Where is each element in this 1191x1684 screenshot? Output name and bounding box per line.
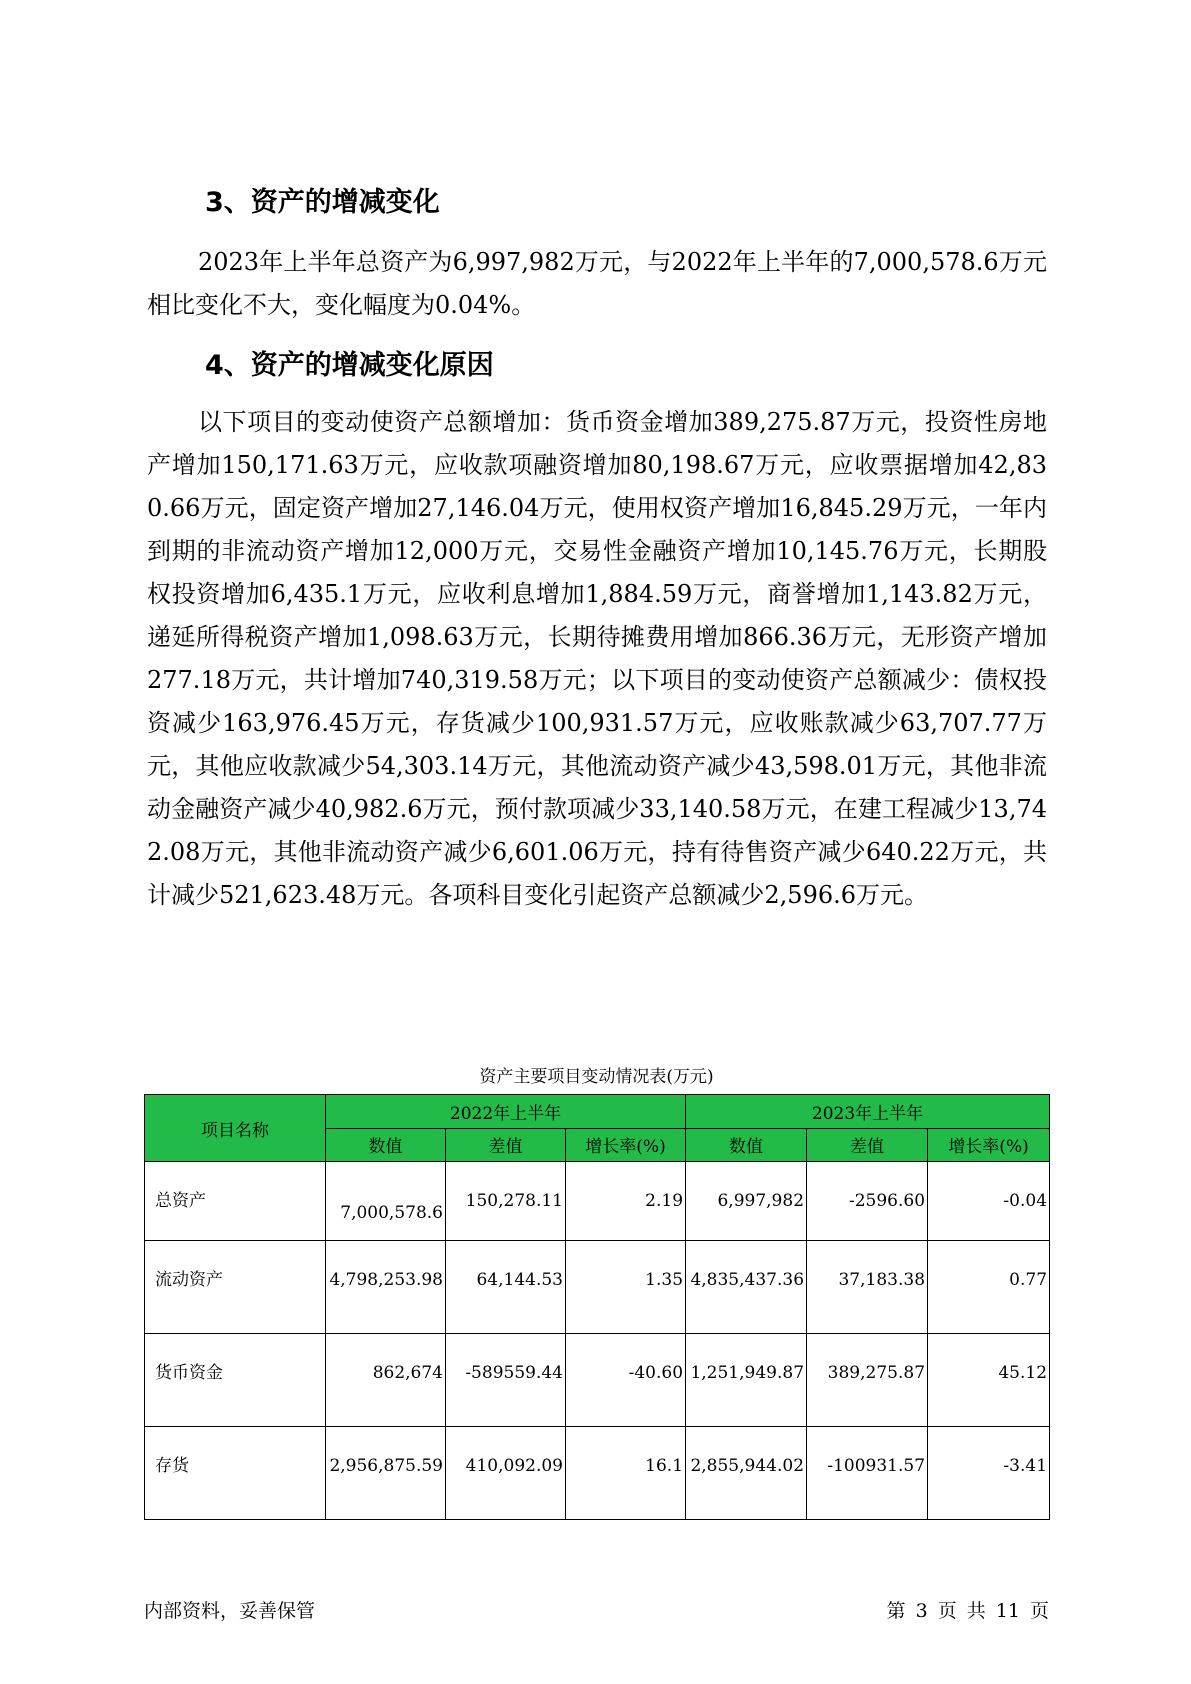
cell-diff-2022: 410,092.09 [446,1427,566,1520]
table-row [145,1162,1050,1241]
header-period-2023: 2023年上半年 [686,1095,1050,1129]
header-diff-2022: 差值 [446,1128,566,1162]
section-4-paragraph: 以下项目的变动使资产总额增加：货币资金增加389,275.87万元，投资性房地产增加150,171.63万元，应收款项融资增加80,198.67万元，应收票据增加42,830.66万元，固定资产增加27,146.04万元，使用权资产增加16,845.29万元，一年内到期的非流动资产增加12,000万元，交易性金融资产增加10,145.76万元，长期股权投资增加6,435.1万元，应收利息增加1,884.59万元，商誉增加1,143.82万元，递延所得税资产增加1,098.63万元，长期待摊费用增加866.36万元，无形资产增加277.18万元，共计增加740,319.58万元；以下项目的变动使资产总额减少：债权投资减少163,976.45万元，存货减少100,931.57万元，应收账款减少63,707.77万元，其他应收款减少54,303.14万元，其他流动资产减少43,598.01万元，其他非流动金融资产减少40,982.6万元，预付款项减少33,140.58万元，在建工程减少13,742.08万元，其他非流动资产减少6,601.06万元，持有待售资产减少640.22万元，共计减少521,623.48万元。各项科目变化引起资产总额减少2,596.6万元。 [147,408,1047,909]
cell-diff-2022: -589559.44 [446,1334,566,1427]
cell-rate-2023: -3.41 [928,1427,1050,1520]
cell-rate-2022: 1.35 [566,1241,686,1334]
cell-value-2023: 2,855,944.02 [686,1427,807,1520]
cell-value-2022: 2,956,875.59 [326,1427,446,1520]
section-4-heading: 4、资产的增减变化原因 [205,350,494,381]
section-3-heading: 3、资产的增减变化 [205,187,440,218]
cell-rate-2022: -40.60 [566,1334,686,1427]
cell-rate-2022: 16.1 [566,1427,686,1520]
cell-value-2023: 6,997,982 [686,1162,807,1241]
row-name: 流动资产 [145,1241,326,1334]
row-name: 货币资金 [145,1334,326,1427]
table-header-row-1 [145,1095,1050,1129]
row-name: 存货 [145,1427,326,1520]
header-rate-2022: 增长率(%) [566,1128,686,1162]
header-value-2023: 数值 [686,1128,807,1162]
footer-page-number: 第 3 页 共 11 页 [886,1600,1049,1622]
footer-confidential-note: 内部资料，妥善保管 [144,1600,316,1622]
cell-diff-2023: -100931.57 [807,1427,928,1520]
header-period-2022: 2022年上半年 [326,1095,686,1129]
cell-rate-2022: 2.19 [566,1162,686,1241]
cell-value-2022: 7,000,578.6 [326,1162,446,1241]
table-row [145,1427,1050,1520]
cell-value-2022: 4,798,253.98 [326,1241,446,1334]
cell-diff-2023: -2596.60 [807,1162,928,1241]
cell-value-2022: 862,674 [326,1334,446,1427]
asset-change-table [144,1094,1050,1520]
header-diff-2023: 差值 [807,1128,928,1162]
cell-rate-2023: 0.77 [928,1241,1050,1334]
table-row [145,1241,1050,1334]
cell-diff-2023: 37,183.38 [807,1241,928,1334]
cell-diff-2022: 64,144.53 [446,1241,566,1334]
row-name: 总资产 [145,1162,326,1241]
header-rate-2023: 增长率(%) [928,1128,1050,1162]
header-item-name: 项目名称 [145,1095,326,1162]
header-value-2022: 数值 [326,1128,446,1162]
table-caption: 资产主要项目变动情况表(万元) [479,1067,714,1087]
cell-value-2023: 1,251,949.87 [686,1334,807,1427]
cell-rate-2023: -0.04 [928,1162,1050,1241]
table-row [145,1334,1050,1427]
cell-diff-2023: 389,275.87 [807,1334,928,1427]
cell-value-2023: 4,835,437.36 [686,1241,807,1334]
cell-rate-2023: 45.12 [928,1334,1050,1427]
cell-diff-2022: 150,278.11 [446,1162,566,1241]
section-3-paragraph: 2023年上半年总资产为6,997,982万元，与2022年上半年的7,000,578.6万元相比变化不大，变化幅度为0.04%。 [147,248,1047,319]
